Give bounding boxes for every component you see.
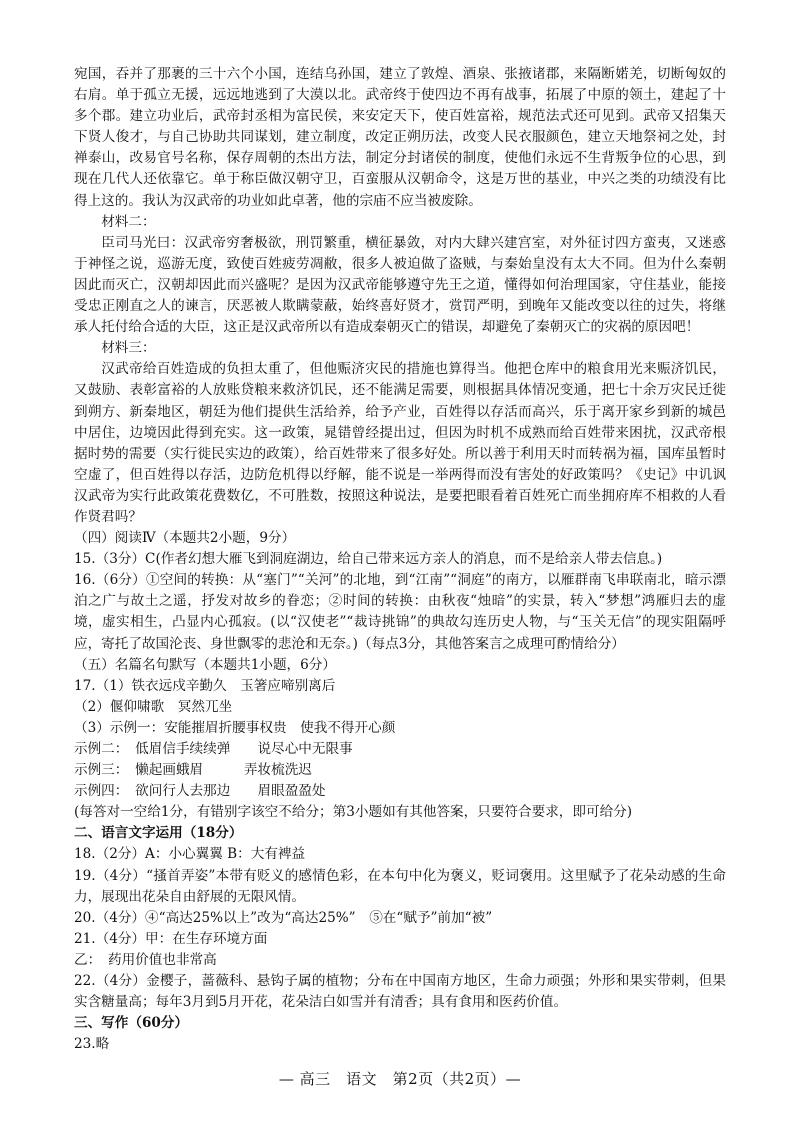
answer-q17-1: 17.（1）铁衣远戍辛勤久 玉箸应啼别离后: [74, 677, 336, 694]
answer-q17-example4: 示例四： 欲问行人去那边 眉眼盈盈处: [74, 783, 326, 800]
part2-title: 二、语言文字运用（18分）: [74, 825, 243, 842]
answer-q17-example3: 示例三： 懒起画蛾眉 弄妆梳洗迟: [74, 762, 312, 779]
page-footer: — 高三 语文 第2页（共2页）—: [278, 1070, 522, 1088]
part3-title: 三、写作（60分）: [74, 1015, 189, 1032]
answer-q20: 20.（4分）④“高达25%以上”改为“高达25%” ⑤在“赋予”前加“被”: [74, 909, 493, 926]
section4-title: （四）阅读Ⅳ（本题共2小题，9分）: [74, 530, 296, 547]
answer-q17-note: (每答对一空给1分，有错别字该空不给分；第3小题如有其他答案，只要符合要求，即可给分): [74, 804, 633, 821]
section5-title: （五）名篇名句默写（本题共1小题，6分）: [74, 656, 336, 673]
answer-q22: 22.（4分）金樱子，蔷薇科、悬钩子属的植物；分布在中国南方地区，生命力顽强；外形和果实带刺，但果实含糖量高；每年3月到5月开花，花朵洁白如雪并有清香；具有食用和医药价值。: [74, 973, 726, 1011]
material2-label: 材料二：: [101, 213, 156, 230]
answer-q16: 16.（6分）①空间的转换：从“塞门”“关河”的北地，到“江南”“洞庭”的南方，以雁群南飞串联南北，暗示漂泊之广与故土之遥，抒发对故乡的眷恋；②时间的转换：由秋夜“烛暗”的实景，转入“梦想”鸿雁归去的虚境，虚实相生，凸显内心孤寂。(以“汉使老”“裁诗挑锦”的典故勾连历史人物，与“玉关无信”的现实阻隔呼应，寄托了故国沦丧、身世飘零的悲沧和无奈。)（每点3分，其他答案言之成理可酌情给分）: [74, 572, 726, 652]
answer-q21-b: 乙： 药用价值也非常高: [74, 951, 217, 968]
material2-text: 臣司马光曰：汉武帝穷奢极欲，刑罚繁重，横征暴敛，对内大肆兴建宫室，对外征讨四方蛮夷，又迷惑于神怪之说，巡游无度，致使百姓疲劳凋敝，很多人被迫做了盗贼，与秦始皇没有太大不同。但为什么秦朝因此而灭亡，汉朝却因此而兴盛呢？是因为汉武帝能够遵守先王之道，懂得如何治理国家，守住基业，能接受忠正刚直之人的谏言，厌恶被人欺瞒蒙蔽，始终喜好贤才，赏罚严明，到晚年又能改变以往的过失，将继承人托付给合适的大臣，这正是汉武帝所以有造成秦朝灭亡的错误，却避免了秦朝灭亡的灾祸的原因吧！: [74, 234, 726, 336]
material3-text: 汉武帝给百姓造成的负担太重了，但他赈济灾民的措施也算得当。他把仓库中的粮食用光来赈济饥民，又鼓励、表彰富裕的人放账贷粮来救济饥民，还不能满足需要，则根据具体情况变通，把七十余万灾民迁徙到朔方、新秦地区，朝廷为他们提供生活给养，给予产业，百姓得以存活而高兴，乐于离开家乡到新的城邑中居住，边境因此得到充实。这一政策，晁错曾经提出过，但因为时机不成熟而给百姓带来困扰，汉武帝根据时势的需要（实行徙民实边的政策），给百姓带来了很多好处。所以善于利用天时而转祸为福，国库虽暂时空虚了，但百姓得以存活，边防危机得以纾解，能不说是一举两得而没有害处的好政策吗？《史记》中讥讽汉武帝为实行此政策花费数亿，不可胜数，按照这种说法，是要把眼看着百姓死亡而坐拥府库不相救的人看作贤君吗？: [74, 361, 726, 525]
answer-q17-3: （3）示例一：安能摧眉折腰事权贵 使我不得开心颜: [74, 719, 396, 736]
answer-content: [74, 64, 726, 1055]
answer-q18: 18.（2分）A：小心翼翼 B：大有裨益: [74, 846, 306, 863]
material3-label: 材料三：: [101, 340, 156, 357]
answer-q17-2: （2）偃仰啸歌 冥然兀坐: [74, 698, 233, 715]
answer-q23: 23.略: [74, 1036, 110, 1053]
answer-q17-example2: 示例二： 低眉信手续续弹 说尽心中无限事: [74, 741, 353, 757]
answer-q19: 19.（4分）“搔首弄姿”本带有贬义的感情色彩，在本句中化为褒义，贬词褒用。这里赋予了花朵动感的生命力，展现出花朵自由舒展的无限风情。: [74, 867, 726, 905]
answer-q15: 15.（3分）C(作者幻想大雁飞到洞庭湖边，给自己带来远方亲人的消息，而不是给亲人带去信息。): [74, 551, 663, 568]
material1-tail: 宛国，吞并了那裹的三十六个小国，连结乌孙国，建立了敦煌、酒泉、张掖诸郡，来隔断婼羌，切断匈奴的右肩。单于孤立无援，远远地逃到了大漠以北。武帝终于使四边不再有战事，拓展了中原的领土，建起了十多个郡。建立功业后，武帝封丞相为富民侯，来安定天下，使百姓富裕，规范法式还可见到。武帝又招集天下贤人俊才，与自己协助共同谋划，建立制度，改定正朔历法，改变人民衣服颜色，建立天地祭祠之处，封禅泰山，改易官号名称，保存周朝的杰出方法，制定分封诸侯的制度，使他们永远不生背叛争位的心思，到现在几代人还依靠它。单于称臣做汉朝守卫，百蛮服从汉朝命令，这是万世的基业，中兴之类的功绩没有比得上这的。我认为汉武帝的功业如此卓著，他的宗庙不应当被废除。: [74, 66, 726, 209]
answer-q21-a: 21.（4分）甲：在生存环境方面: [74, 930, 268, 947]
